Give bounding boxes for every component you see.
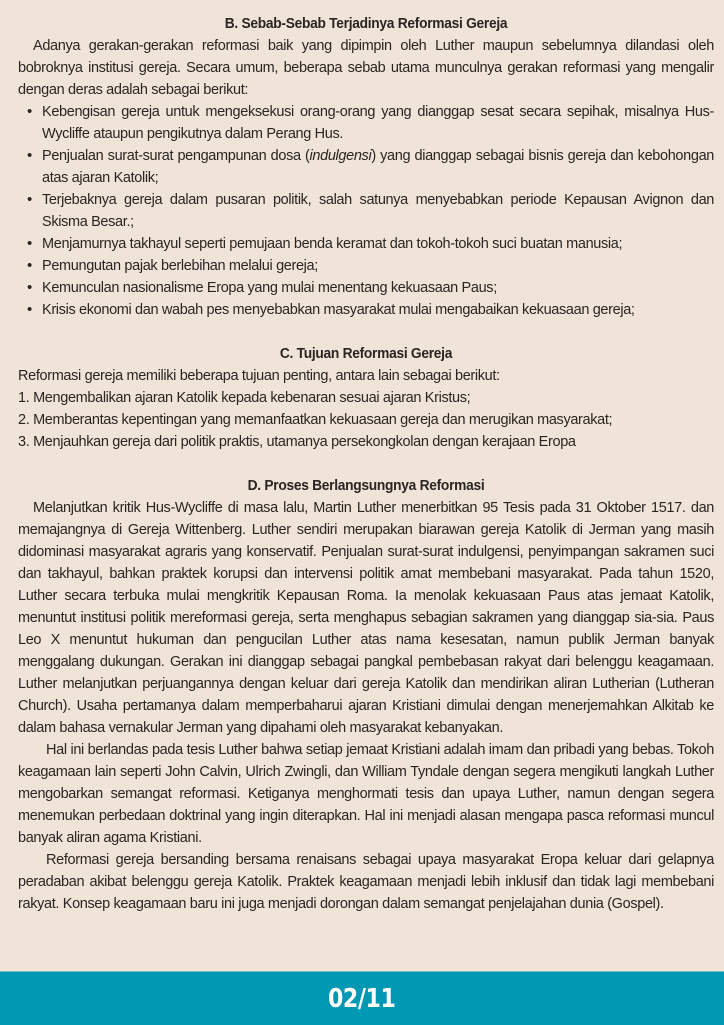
section-b-title: B. Sebab-Sebab Terjadinya Reformasi Gereja <box>224 16 508 32</box>
section-d-title: D. Proses Berlangsungnya Reformasi <box>247 478 485 494</box>
goal-item: 1. Mengembalikan ajaran Katolik kepada kebenaran sesuai ajaran Kristus; <box>18 390 471 406</box>
list-item: • Krisis ekonomi dan wabah pes menyebabkan masyarakat mulai mengabaikan kekuasaan gereja; <box>42 299 714 321</box>
page-content <box>18 13 714 915</box>
page-number: 02/11 <box>328 983 396 1014</box>
list-item-text: Penjualan surat-surat pengampunan dosa ( <box>42 148 310 164</box>
section-d-paragraph: Melanjutkan kritik Hus-Wycliffe di masa lalu, Martin Luther menerbitkan 95 Tesis pada 31 Oktober 1517. dan memajangnya di Gereja Wittenberg. Luther sendiri merupakan biarawan gereja Katolik di Jerman yang masih didominasi masyarakat agraris yang konservatif. Penjualan surat-surat indulgensi, penyimpangan sakramen suci dan takhayul, bahkan praktek korupsi dan intervensi politik amat membebani masyarakat. Pada tahun 1520, Luther secara terbuka mulai mengkritik Kepausan Roma. Ia menolak kekuasaan Paus atas jemaat Katolik, menuntut institusi politik mereformasi gereja, serta menghapus sebagian sakramen yang dianggap sia-sia. Paus Leo X menuntut hukuman dan pengucilan Luther atas nama kesesatan, namun publik Jerman banyak menggalang dukungan. Gerakan ini dianggap sebagai pangkal pembebasan rakyat dari belenggu keagamaan. Luther melanjutkan perjuangannya dengan keluar dari gereja Katolik dan mendirikan aliran Lutherian (Lutheran Church). Usaha pertamanya dalam memperbaharui ajaran Kristiani dimulai dengan menerjemahkan Alkitab ke dalam bahasa vernakular Jerman yang dipahami oleh masyarakat kebanyakan. <box>18 500 714 736</box>
list-item-text: ) yang dianggap sebagai bisnis gereja dan kebohongan atas ajaran Katolik; <box>42 148 715 186</box>
footer-bar <box>0 971 724 1025</box>
section-d-paragraph: Hal ini berlandas pada tesis Luther bahwa setiap jemaat Kristiani adalah imam dan pribadi yang bebas. Tokoh keagamaan lain seperti John Calvin, Ulrich Zwingli, dan William Tyndale dengan segera mengikuti langkah Luther mengobarkan semangat reformasi. Ketiganya menghormati tesis dan upaya Luther, namun dengan segera menemukan perbedaan doktrinal yang ingin diterapkan. Hal ini menjadi alasan mengapa pasca reformasi muncul banyak aliran agama Kristiani. <box>18 742 714 846</box>
list-item <box>42 145 714 189</box>
section-d-paragraph: Reformasi gereja bersanding bersama renaisans sebagai upaya masyarakat Eropa keluar dari gelapnya peradaban akibat belenggu gereja Katolik. Praktek keagamaan menjadi lebih inklusif dan tidak lagi membebani rakyat. Konsep keagamaan baru ini juga menjadi dorongan dalam semangat penjelajahan dunia (Gospel). <box>18 852 714 912</box>
list-item: • Kemunculan nasionalisme Eropa yang mulai menentang kekuasaan Paus; <box>42 277 714 299</box>
list-item: • Menjamurnya takhayul seperti pemujaan benda keramat dan tokoh-tokoh suci buatan manusia; <box>42 233 714 255</box>
section-c-title: C. Tujuan Reformasi Gereja <box>279 346 453 362</box>
list-item: • Kebengisan gereja untuk mengeksekusi orang-orang yang dianggap sesat secara sepihak, misalnya Hus-Wycliffe ataupun pengikutnya dalam Perang Hus. <box>42 101 714 145</box>
goal-item: 3. Menjauhkan gereja dari politik praktis, utamanya persekongkolan dengan kerajaan Eropa <box>18 434 576 450</box>
list-item: • Terjebaknya gereja dalam pusaran politik, salah satunya menyebabkan periode Kepausan Avignon dan Skisma Besar.; <box>42 189 714 233</box>
section-b-intro: Adanya gerakan-gerakan reformasi baik yang dipimpin oleh Luther maupun sebelumnya dilandasi oleh bobroknya institusi gereja. Secara umum, beberapa sebab utama munculnya gerakan reformasi yang mengalir dengan deras adalah sebagai berikut: <box>18 38 714 98</box>
section-c-intro: Reformasi gereja memiliki beberapa tujuan penting, antara lain sebagai berikut: <box>18 368 500 384</box>
causes-list <box>18 101 714 321</box>
indulgensi-term: indulgensi <box>309 148 372 164</box>
goal-item: 2. Memberantas kepentingan yang memanfaatkan kekuasaan gereja dan merugikan masyarakat; <box>18 412 613 428</box>
list-item: • Pemungutan pajak berlebihan melalui gereja; <box>42 255 714 277</box>
spacer <box>18 453 714 475</box>
spacer <box>18 321 714 343</box>
